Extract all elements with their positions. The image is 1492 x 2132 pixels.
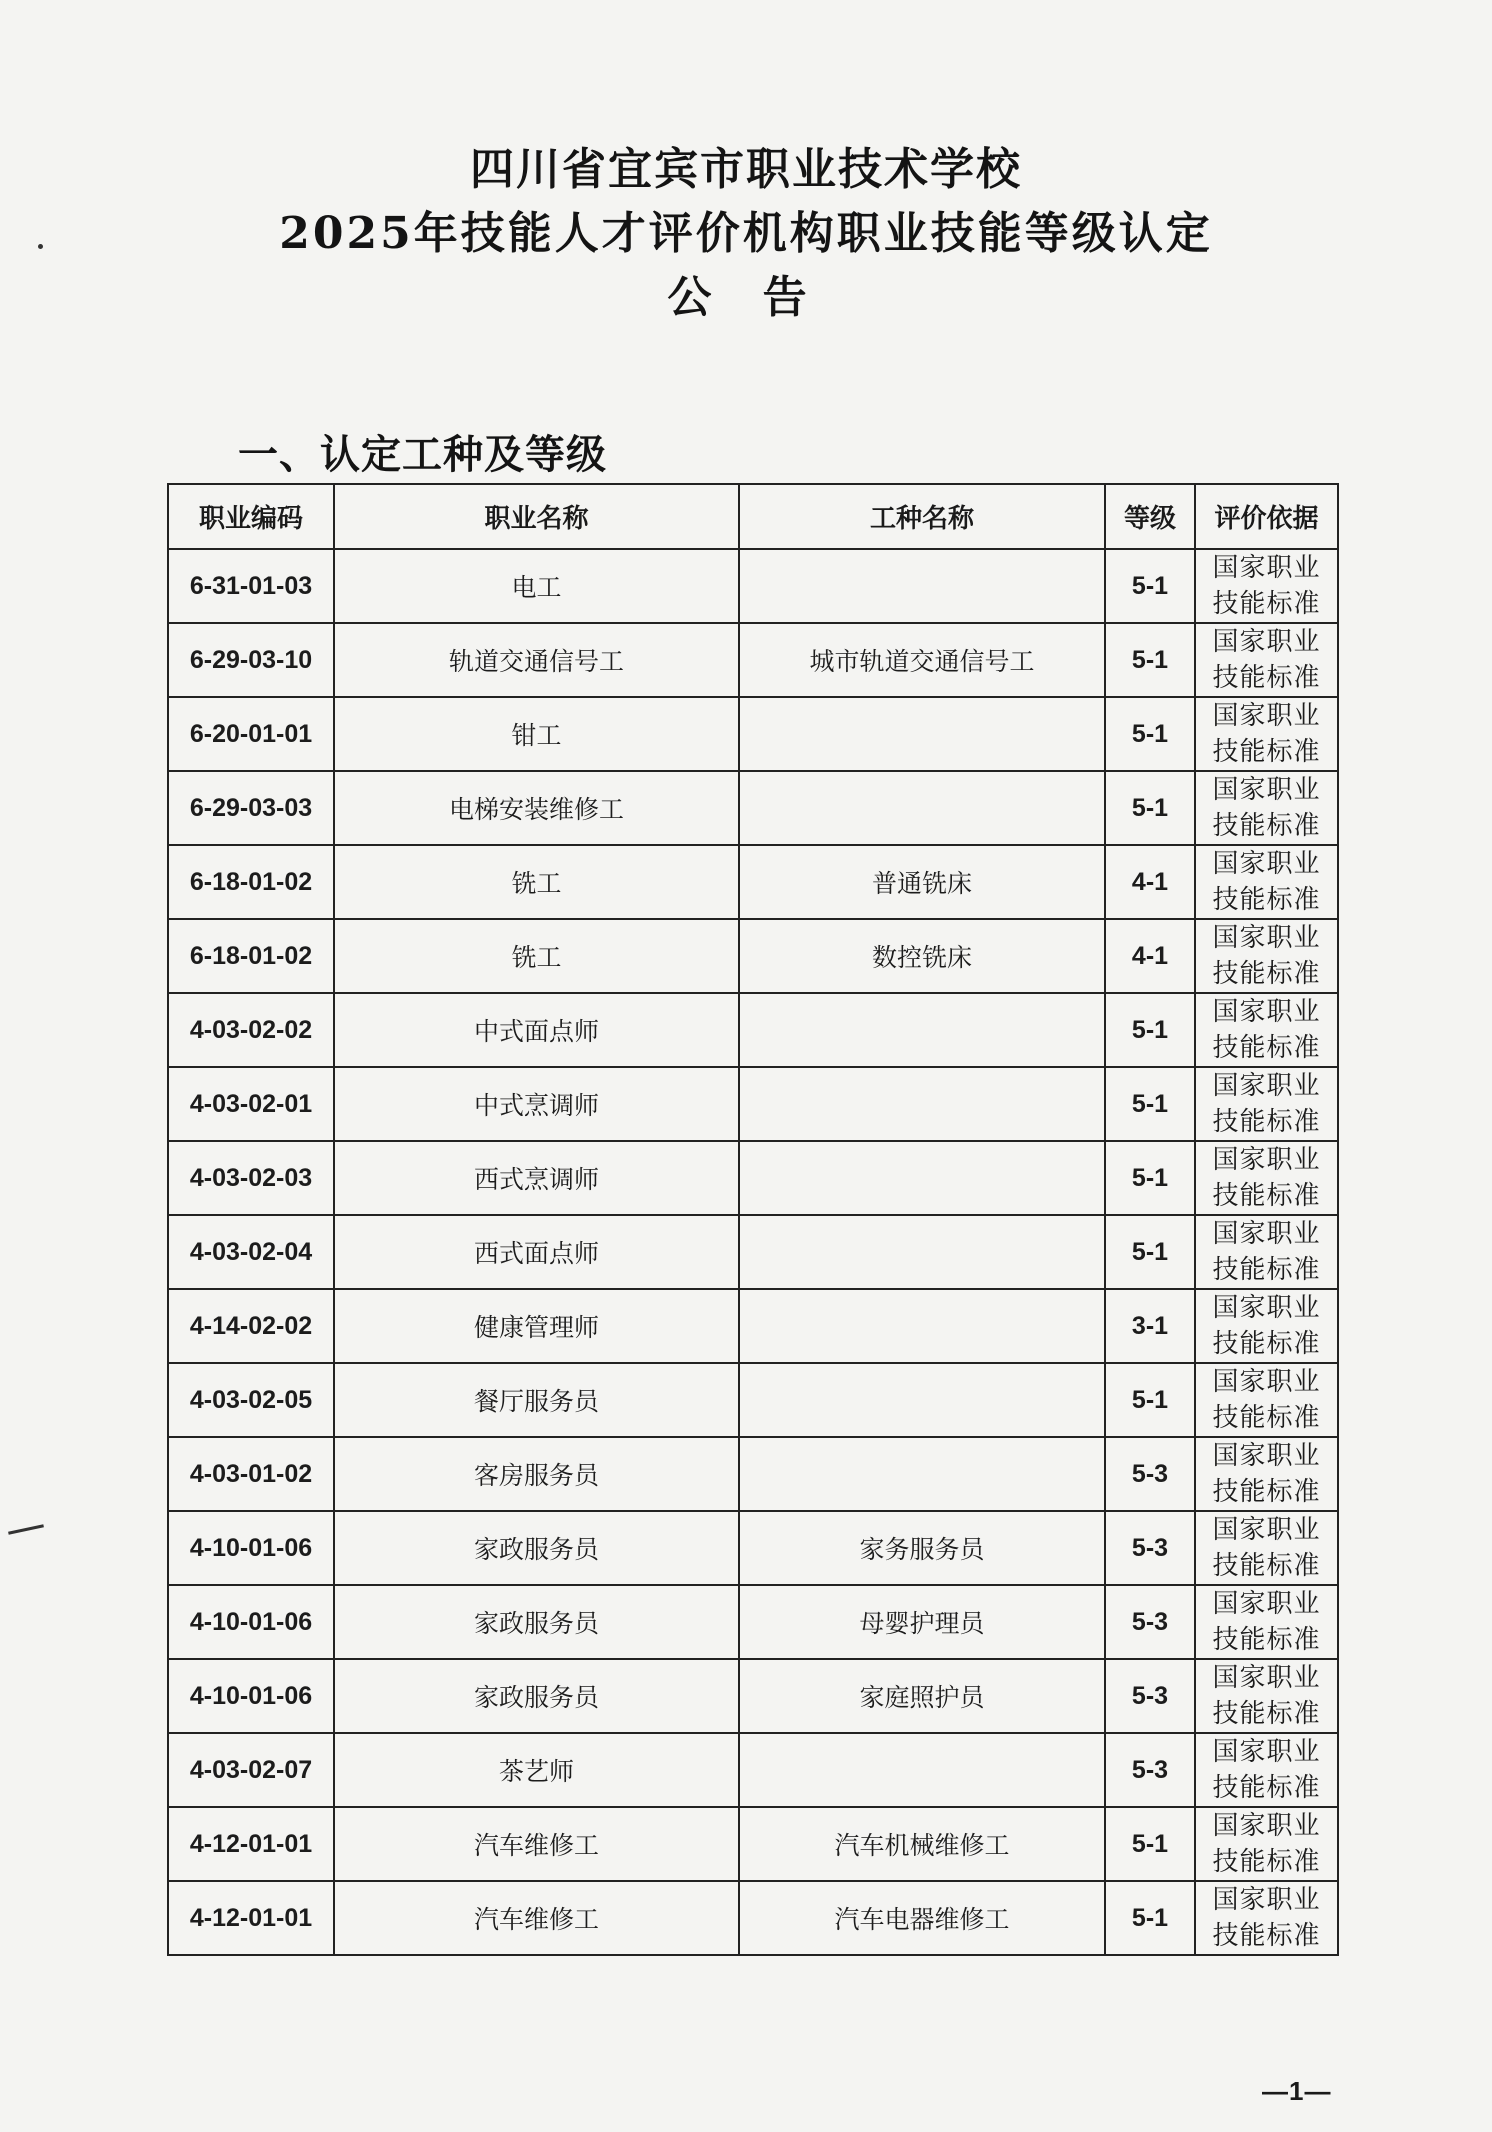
table-row xyxy=(168,697,1338,771)
cell-occupation: 家政服务员 xyxy=(334,1585,739,1659)
cell-code: 6-20-01-01 xyxy=(168,697,334,771)
basis-line: 技能标准 xyxy=(1212,811,1321,841)
cell-level: 5-1 xyxy=(1105,993,1195,1067)
table-row xyxy=(168,1659,1338,1733)
cell-level: 3-1 xyxy=(1105,1289,1195,1363)
cell-code: 4-03-02-07 xyxy=(168,1733,334,1807)
basis-line: 技能标准 xyxy=(1212,663,1321,693)
basis-line: 技能标准 xyxy=(1212,1477,1321,1507)
basis-line: 技能标准 xyxy=(1212,589,1321,619)
cell-occupation: 汽车维修工 xyxy=(334,1881,739,1955)
title-line-subject: 2025年技能人才评价机构职业技能等级认定 xyxy=(279,208,1213,259)
cell-occupation: 钳工 xyxy=(334,697,739,771)
cell-basis xyxy=(1195,1881,1338,1955)
table-row xyxy=(168,549,1338,623)
table-row xyxy=(168,1511,1338,1585)
cell-code: 4-03-01-02 xyxy=(168,1437,334,1511)
table-row xyxy=(168,1215,1338,1289)
cell-code: 4-03-02-04 xyxy=(168,1215,334,1289)
cell-basis xyxy=(1195,697,1338,771)
basis-line: 技能标准 xyxy=(1212,1921,1321,1951)
table-body xyxy=(168,549,1338,1955)
cell-occupation: 中式面点师 xyxy=(334,993,739,1067)
table-row xyxy=(168,1141,1338,1215)
cell-code: 4-03-02-03 xyxy=(168,1141,334,1215)
basis-line: 国家职业 xyxy=(1212,1811,1321,1841)
cell-basis xyxy=(1195,549,1338,623)
cell-occupation: 茶艺师 xyxy=(334,1733,739,1807)
basis-line: 技能标准 xyxy=(1212,1551,1321,1581)
cell-code: 6-29-03-10 xyxy=(168,623,334,697)
cell-occupation: 中式烹调师 xyxy=(334,1067,739,1141)
basis-line: 国家职业 xyxy=(1212,701,1321,731)
basis-line: 技能标准 xyxy=(1212,1329,1321,1359)
cell-code: 4-03-02-05 xyxy=(168,1363,334,1437)
table-row xyxy=(168,1437,1338,1511)
cell-basis xyxy=(1195,1067,1338,1141)
cell-occupation: 铣工 xyxy=(334,919,739,993)
cell-trade: 家务服务员 xyxy=(739,1511,1105,1585)
cell-trade xyxy=(739,697,1105,771)
cell-occupation: 西式烹调师 xyxy=(334,1141,739,1215)
cell-level: 5-1 xyxy=(1105,623,1195,697)
basis-line: 技能标准 xyxy=(1212,1699,1321,1729)
cell-level: 5-1 xyxy=(1105,697,1195,771)
table-row xyxy=(168,623,1338,697)
cell-trade xyxy=(739,1067,1105,1141)
section-heading: 一、认定工种及等级 xyxy=(238,432,607,478)
cell-occupation: 客房服务员 xyxy=(334,1437,739,1511)
basis-line: 技能标准 xyxy=(1212,1255,1321,1285)
basis-line: 技能标准 xyxy=(1212,1403,1321,1433)
basis-line: 国家职业 xyxy=(1212,997,1321,1027)
cell-level: 5-1 xyxy=(1105,771,1195,845)
cell-occupation: 汽车维修工 xyxy=(334,1807,739,1881)
table-row xyxy=(168,1067,1338,1141)
basis-line: 国家职业 xyxy=(1212,1663,1321,1693)
cell-occupation: 铣工 xyxy=(334,845,739,919)
basis-line: 国家职业 xyxy=(1212,775,1321,805)
basis-line: 国家职业 xyxy=(1212,1515,1321,1545)
basis-line: 国家职业 xyxy=(1212,553,1321,583)
title-line-notice: 公 告 xyxy=(667,272,825,323)
cell-trade xyxy=(739,1215,1105,1289)
header-level: 等级 xyxy=(1105,484,1195,549)
table-row xyxy=(168,1881,1338,1955)
cell-occupation: 电工 xyxy=(334,549,739,623)
table-row xyxy=(168,845,1338,919)
table-row xyxy=(168,1585,1338,1659)
header-trade: 工种名称 xyxy=(739,484,1105,549)
cell-level: 5-3 xyxy=(1105,1437,1195,1511)
cell-code: 6-18-01-02 xyxy=(168,919,334,993)
cell-level: 5-1 xyxy=(1105,549,1195,623)
cell-basis xyxy=(1195,1437,1338,1511)
cell-basis xyxy=(1195,1733,1338,1807)
cell-code: 4-10-01-06 xyxy=(168,1511,334,1585)
cell-code: 6-31-01-03 xyxy=(168,549,334,623)
document-title xyxy=(0,138,1492,330)
basis-line: 技能标准 xyxy=(1212,1181,1321,1211)
cell-occupation: 西式面点师 xyxy=(334,1215,739,1289)
cell-level: 4-1 xyxy=(1105,919,1195,993)
header-basis: 评价依据 xyxy=(1195,484,1338,549)
cell-level: 5-3 xyxy=(1105,1733,1195,1807)
cell-level: 5-3 xyxy=(1105,1511,1195,1585)
cell-trade: 汽车机械维修工 xyxy=(739,1807,1105,1881)
cell-level: 5-3 xyxy=(1105,1659,1195,1733)
basis-line: 国家职业 xyxy=(1212,627,1321,657)
cell-basis xyxy=(1195,1289,1338,1363)
cell-trade xyxy=(739,1437,1105,1511)
table-row xyxy=(168,1363,1338,1437)
header-code: 职业编码 xyxy=(168,484,334,549)
basis-line: 技能标准 xyxy=(1212,885,1321,915)
cell-code: 4-10-01-06 xyxy=(168,1585,334,1659)
basis-line: 国家职业 xyxy=(1212,1145,1321,1175)
cell-basis xyxy=(1195,1215,1338,1289)
basis-line: 国家职业 xyxy=(1212,1441,1321,1471)
cell-trade xyxy=(739,1141,1105,1215)
cell-code: 6-29-03-03 xyxy=(168,771,334,845)
title-line-school: 四川省宜宾市职业技术学校 xyxy=(470,144,1022,195)
cell-code: 4-03-02-02 xyxy=(168,993,334,1067)
cell-code: 4-03-02-01 xyxy=(168,1067,334,1141)
cell-code: 4-14-02-02 xyxy=(168,1289,334,1363)
cell-occupation: 健康管理师 xyxy=(334,1289,739,1363)
cell-occupation: 电梯安装维修工 xyxy=(334,771,739,845)
basis-line: 国家职业 xyxy=(1212,1293,1321,1323)
table-row xyxy=(168,1733,1338,1807)
basis-line: 国家职业 xyxy=(1212,1737,1321,1767)
cell-trade xyxy=(739,549,1105,623)
header-occupation: 职业名称 xyxy=(334,484,739,549)
cell-basis xyxy=(1195,919,1338,993)
table-row xyxy=(168,771,1338,845)
occupation-table xyxy=(167,483,1339,1956)
cell-code: 6-18-01-02 xyxy=(168,845,334,919)
cell-trade xyxy=(739,1733,1105,1807)
cell-basis xyxy=(1195,1511,1338,1585)
cell-level: 5-1 xyxy=(1105,1881,1195,1955)
cell-basis xyxy=(1195,1141,1338,1215)
basis-line: 国家职业 xyxy=(1212,1885,1321,1915)
cell-level: 5-1 xyxy=(1105,1067,1195,1141)
cell-basis xyxy=(1195,1363,1338,1437)
cell-trade: 普通铣床 xyxy=(739,845,1105,919)
cell-basis xyxy=(1195,623,1338,697)
table-header-row xyxy=(168,484,1338,549)
basis-line: 国家职业 xyxy=(1212,849,1321,879)
cell-basis xyxy=(1195,1659,1338,1733)
cell-trade: 城市轨道交通信号工 xyxy=(739,623,1105,697)
cell-trade: 家庭照护员 xyxy=(739,1659,1105,1733)
cell-trade: 汽车电器维修工 xyxy=(739,1881,1105,1955)
cell-basis xyxy=(1195,771,1338,845)
cell-level: 5-1 xyxy=(1105,1363,1195,1437)
cell-level: 5-1 xyxy=(1105,1141,1195,1215)
page-number: —1— xyxy=(1262,2076,1332,2106)
cell-code: 4-10-01-06 xyxy=(168,1659,334,1733)
cell-occupation: 轨道交通信号工 xyxy=(334,623,739,697)
cell-trade: 母婴护理员 xyxy=(739,1585,1105,1659)
basis-line: 国家职业 xyxy=(1212,923,1321,953)
cell-trade xyxy=(739,1363,1105,1437)
table-row xyxy=(168,993,1338,1067)
cell-basis xyxy=(1195,1807,1338,1881)
basis-line: 技能标准 xyxy=(1212,737,1321,767)
table-row xyxy=(168,919,1338,993)
basis-line: 国家职业 xyxy=(1212,1589,1321,1619)
cell-occupation: 家政服务员 xyxy=(334,1659,739,1733)
cell-basis xyxy=(1195,993,1338,1067)
cell-level: 5-1 xyxy=(1105,1807,1195,1881)
cell-trade xyxy=(739,771,1105,845)
basis-line: 国家职业 xyxy=(1212,1071,1321,1101)
cell-level: 5-1 xyxy=(1105,1215,1195,1289)
basis-line: 国家职业 xyxy=(1212,1367,1321,1397)
cell-level: 5-3 xyxy=(1105,1585,1195,1659)
basis-line: 技能标准 xyxy=(1212,1033,1321,1063)
cell-occupation: 餐厅服务员 xyxy=(334,1363,739,1437)
cell-basis xyxy=(1195,845,1338,919)
cell-code: 4-12-01-01 xyxy=(168,1807,334,1881)
basis-line: 国家职业 xyxy=(1212,1219,1321,1249)
cell-basis xyxy=(1195,1585,1338,1659)
cell-occupation: 家政服务员 xyxy=(334,1511,739,1585)
cell-level: 4-1 xyxy=(1105,845,1195,919)
cell-trade: 数控铣床 xyxy=(739,919,1105,993)
basis-line: 技能标准 xyxy=(1212,959,1321,989)
basis-line: 技能标准 xyxy=(1212,1773,1321,1803)
table-row xyxy=(168,1289,1338,1363)
basis-line: 技能标准 xyxy=(1212,1847,1321,1877)
basis-line: 技能标准 xyxy=(1212,1625,1321,1655)
basis-line: 技能标准 xyxy=(1212,1107,1321,1137)
scan-stroke xyxy=(8,1524,44,1534)
table-row xyxy=(168,1807,1338,1881)
cell-code: 4-12-01-01 xyxy=(168,1881,334,1955)
scan-speck xyxy=(38,244,43,249)
cell-trade xyxy=(739,993,1105,1067)
cell-trade xyxy=(739,1289,1105,1363)
